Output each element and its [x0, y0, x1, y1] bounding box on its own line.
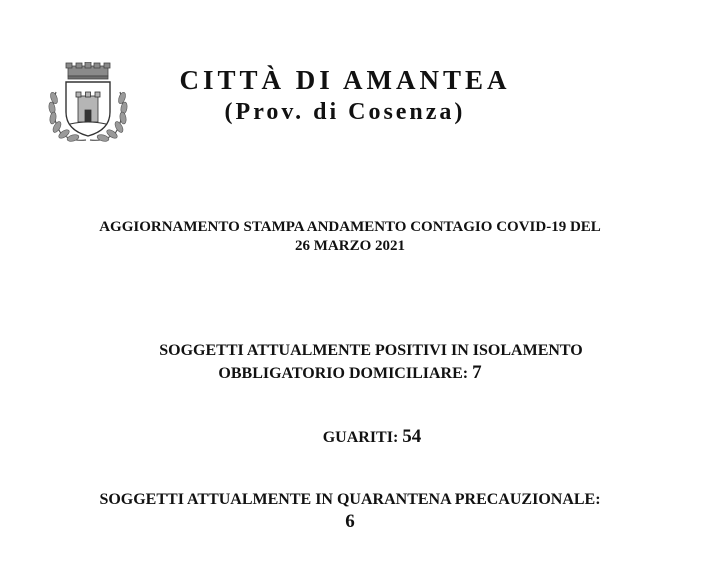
stat-positive-label-line-1: SOGGETTI ATTUALMENTE POSITIVI IN ISOLAMENTO: [159, 342, 583, 359]
stat-quarantine: [0, 489, 700, 533]
stat-positive-value: 7: [472, 362, 482, 383]
city-title: CITTÀ DI AMANTEA: [179, 65, 511, 95]
stat-quarantine-value: 6: [345, 511, 355, 532]
stat-positive-isolation: [0, 340, 700, 385]
stat-recovered-label: GUARITI:: [322, 429, 399, 446]
stat-positive-label-line-2: OBBLIGATORIO DOMICILIARE:: [218, 365, 469, 382]
stat-recovered: [0, 426, 700, 449]
stat-quarantine-label: SOGGETTI ATTUALMENTE IN QUARANTENA PRECAUZIONALE:: [99, 491, 601, 508]
stat-recovered-line: [44, 426, 700, 449]
stat-recovered-value: 54: [402, 426, 422, 447]
bulletin-title-line-1: AGGIORNAMENTO STAMPA ANDAMENTO CONTAGIO COVID-19 DEL: [99, 219, 601, 235]
stat-positive-label-line-2-wrapper: [0, 362, 700, 385]
bulletin-heading: [0, 218, 700, 256]
bulletin-title-line-2: 26 MARZO 2021: [295, 238, 405, 254]
province-subtitle: (Prov. di Cosenza): [224, 99, 466, 125]
